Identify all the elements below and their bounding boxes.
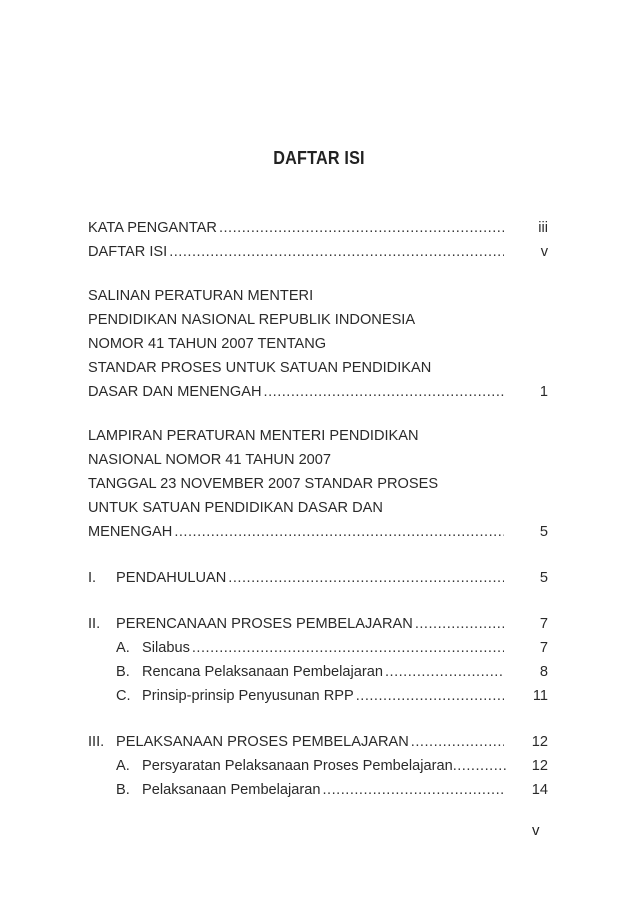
toc-entry-label: PENDAHULUAN — [116, 570, 227, 586]
toc-entry-lampiran[interactable] — [88, 424, 548, 544]
subentry-letter: A. — [116, 640, 130, 656]
toc-subentry-2b[interactable] — [88, 660, 548, 684]
toc-entry-page: 14 — [531, 782, 548, 798]
toc-entry-line: UNTUK SATUAN PENDIDIKAN DASAR DAN — [88, 500, 383, 516]
chapter-number: II. — [88, 616, 101, 632]
chapter-number: I. — [88, 570, 97, 586]
toc-entry-page: 7 — [539, 640, 548, 656]
toc-entry-page: 1 — [539, 384, 548, 400]
page-number: v — [532, 822, 540, 839]
toc-entry-label: MENENGAH — [88, 524, 173, 540]
subentry-letter: A. — [116, 758, 130, 774]
toc-entry-page: 12 — [531, 734, 548, 750]
dot-leader — [219, 216, 504, 240]
toc-entry-line: NOMOR 41 TAHUN 2007 TENTANG — [88, 336, 327, 352]
toc-entry-line: PENDIDIKAN NASIONAL REPUBLIK INDONESIA — [88, 312, 416, 328]
dot-leader — [174, 520, 504, 544]
toc-entry-label: Rencana Pelaksanaan Pembelajaran — [142, 664, 383, 680]
toc-entry-line: STANDAR PROSES UNTUK SATUAN PENDIDIKAN — [88, 360, 432, 376]
toc-entry-line: NASIONAL NOMOR 41 TAHUN 2007 — [88, 452, 332, 468]
toc-entry-label: Pelaksanaan Pembelajaran — [142, 782, 321, 798]
toc-entry-line: LAMPIRAN PERATURAN MENTERI PENDIDIKAN — [88, 428, 419, 444]
page-title: DAFTAR ISI — [273, 148, 365, 168]
dot-leader — [264, 380, 504, 404]
toc-entry-salinan[interactable] — [88, 284, 548, 404]
toc-subentry-2a[interactable] — [88, 636, 548, 660]
toc-entry-label: DAFTAR ISI — [88, 244, 168, 260]
toc-entry-bab-3[interactable] — [88, 730, 548, 754]
toc-entry-bab-2[interactable] — [88, 612, 548, 636]
toc-entry-label: PELAKSANAAN PROSES PEMBELAJARAN — [116, 734, 409, 750]
subentry-letter: B. — [116, 664, 130, 680]
table-of-contents — [88, 216, 548, 802]
toc-entry-page: 8 — [539, 664, 548, 680]
dot-leader — [415, 612, 504, 636]
toc-entry-label: Silabus — [142, 640, 190, 656]
toc-entry-kata-pengantar[interactable] — [88, 216, 548, 240]
subentry-letter: C. — [116, 688, 131, 704]
subentry-letter: B. — [116, 782, 130, 798]
toc-entry-label: PERENCANAAN PROSES PEMBELAJARAN — [116, 616, 413, 632]
toc-entry-daftar-isi[interactable] — [88, 240, 548, 264]
dot-leader — [385, 660, 504, 684]
toc-entry-page: 7 — [539, 616, 548, 632]
toc-entry-page: 11 — [532, 688, 548, 704]
toc-entry-label: Prinsip-prinsip Penyusunan RPP — [142, 688, 354, 704]
toc-entry-label: DASAR DAN MENENGAH — [88, 384, 262, 400]
toc-entry-bab-1[interactable] — [88, 566, 548, 590]
dot-leader — [356, 684, 504, 708]
dot-leader — [323, 778, 505, 802]
toc-entry-page: v — [540, 244, 548, 260]
toc-entry-page: 5 — [539, 570, 548, 586]
dot-leader — [411, 730, 504, 754]
toc-entry-label: Persyaratan Pelaksanaan Proses Pembelajaran — [142, 758, 453, 774]
toc-entry-page: 12 — [531, 758, 548, 774]
toc-subentry-3b[interactable] — [88, 778, 548, 802]
dot-leader — [453, 754, 508, 778]
dot-leader — [192, 636, 504, 660]
dot-leader — [228, 566, 504, 590]
toc-entry-page: 5 — [539, 524, 548, 540]
toc-subentry-2c[interactable] — [88, 684, 548, 708]
chapter-number: III. — [88, 734, 105, 750]
toc-entry-page: iii — [538, 220, 548, 236]
dot-leader — [169, 240, 504, 264]
toc-entry-line: TANGGAL 23 NOVEMBER 2007 STANDAR PROSES — [88, 476, 439, 492]
toc-entry-line: SALINAN PERATURAN MENTERI — [88, 288, 314, 304]
toc-subentry-3a[interactable] — [88, 754, 548, 778]
toc-entry-label: KATA PENGANTAR — [88, 220, 217, 236]
